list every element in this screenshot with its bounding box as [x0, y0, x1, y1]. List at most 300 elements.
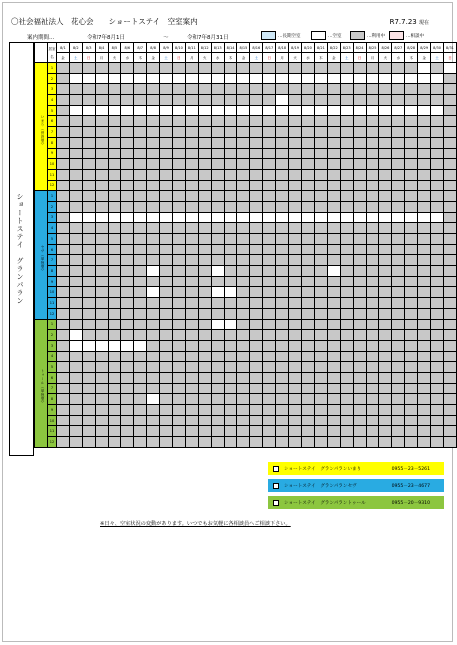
as-of-date	[390, 18, 429, 26]
section-label: セヴ（単独型）	[35, 191, 48, 319]
availability-cell	[69, 340, 82, 351]
availability-cell	[418, 201, 431, 212]
availability-cell	[69, 426, 82, 437]
availability-cell	[172, 308, 185, 319]
availability-cell	[405, 84, 418, 95]
availability-cell	[211, 63, 224, 74]
availability-cell	[443, 148, 456, 159]
availability-cell	[443, 426, 456, 437]
availability-cell	[147, 212, 160, 223]
availability-cell	[82, 105, 95, 116]
availability-cell	[392, 191, 405, 202]
availability-cell	[56, 127, 69, 138]
availability-cell	[172, 105, 185, 116]
availability-cell	[263, 148, 276, 159]
availability-cell	[327, 255, 340, 266]
availability-cell	[431, 415, 444, 426]
availability-cell	[418, 351, 431, 362]
availability-cell	[314, 266, 327, 277]
room-row	[35, 223, 457, 234]
availability-cell	[353, 340, 366, 351]
availability-cell	[237, 234, 250, 245]
availability-cell	[147, 415, 160, 426]
availability-cell	[237, 95, 250, 106]
availability-cell	[250, 319, 263, 330]
availability-cell	[237, 437, 250, 448]
availability-cell	[134, 63, 147, 74]
availability-cell	[353, 180, 366, 191]
availability-cell	[211, 330, 224, 341]
room-number: 7	[47, 127, 56, 138]
availability-cell	[237, 394, 250, 405]
availability-cell	[431, 287, 444, 298]
availability-cell	[418, 362, 431, 373]
legend-swatch	[389, 31, 404, 40]
availability-cell	[82, 372, 95, 383]
room-number: 4	[47, 223, 56, 234]
availability-cell	[198, 148, 211, 159]
availability-cell	[340, 266, 353, 277]
availability-cell	[366, 415, 379, 426]
availability-cell	[160, 169, 173, 180]
availability-cell	[250, 223, 263, 234]
availability-cell	[56, 394, 69, 405]
availability-cell	[121, 383, 134, 394]
availability-cell	[418, 116, 431, 127]
availability-cell	[443, 287, 456, 298]
availability-cell	[443, 415, 456, 426]
availability-cell	[392, 276, 405, 287]
availability-cell	[353, 148, 366, 159]
period-start: 令和7年8月1日	[87, 35, 125, 41]
availability-cell	[379, 426, 392, 437]
availability-cell	[353, 159, 366, 170]
availability-cell	[250, 340, 263, 351]
availability-cell	[327, 340, 340, 351]
availability-cell	[276, 191, 289, 202]
availability-cell	[237, 340, 250, 351]
availability-cell	[108, 105, 121, 116]
room-number: 1	[47, 63, 56, 74]
availability-cell	[147, 73, 160, 84]
availability-cell	[134, 308, 147, 319]
availability-cell	[302, 287, 315, 298]
availability-cell	[314, 73, 327, 84]
contact-bar	[268, 496, 444, 509]
availability-cell	[56, 276, 69, 287]
availability-cell	[121, 330, 134, 341]
availability-cell	[327, 298, 340, 309]
availability-cell	[405, 351, 418, 362]
availability-cell	[134, 405, 147, 416]
availability-cell	[327, 330, 340, 341]
availability-cell	[392, 383, 405, 394]
availability-cell	[224, 426, 237, 437]
room-row	[35, 234, 457, 245]
availability-cell	[211, 437, 224, 448]
availability-cell	[327, 351, 340, 362]
availability-cell	[82, 362, 95, 373]
availability-cell	[340, 84, 353, 95]
availability-cell	[69, 201, 82, 212]
availability-cell	[82, 383, 95, 394]
availability-cell	[405, 148, 418, 159]
availability-cell	[160, 415, 173, 426]
availability-cell	[431, 169, 444, 180]
room-number: 3	[47, 212, 56, 223]
availability-cell	[250, 255, 263, 266]
availability-cell	[185, 223, 198, 234]
availability-cell	[237, 201, 250, 212]
availability-cell	[211, 180, 224, 191]
date-cell: 8/14	[224, 43, 237, 53]
availability-cell	[263, 298, 276, 309]
availability-cell	[379, 73, 392, 84]
availability-cell	[211, 383, 224, 394]
availability-cell	[82, 148, 95, 159]
availability-cell	[263, 362, 276, 373]
availability-cell	[276, 169, 289, 180]
availability-cell	[160, 159, 173, 170]
availability-cell	[160, 223, 173, 234]
availability-cell	[160, 351, 173, 362]
availability-cell	[418, 244, 431, 255]
availability-cell	[379, 298, 392, 309]
availability-cell	[431, 298, 444, 309]
room-row	[35, 95, 457, 106]
availability-cell	[431, 426, 444, 437]
availability-cell	[263, 287, 276, 298]
availability-cell	[366, 372, 379, 383]
availability-cell	[134, 372, 147, 383]
availability-cell	[108, 116, 121, 127]
availability-cell	[302, 169, 315, 180]
availability-cell	[263, 340, 276, 351]
weekday-cell: 金	[418, 53, 431, 63]
availability-cell	[108, 63, 121, 74]
availability-cell	[82, 244, 95, 255]
availability-cell	[263, 95, 276, 106]
availability-cell	[237, 84, 250, 95]
availability-cell	[134, 351, 147, 362]
availability-cell	[405, 319, 418, 330]
availability-cell	[121, 191, 134, 202]
availability-cell	[82, 201, 95, 212]
availability-cell	[314, 437, 327, 448]
availability-cell	[418, 437, 431, 448]
availability-cell	[353, 105, 366, 116]
availability-cell	[289, 394, 302, 405]
availability-cell	[121, 426, 134, 437]
availability-cell	[69, 351, 82, 362]
availability-cell	[392, 169, 405, 180]
availability-cell	[392, 255, 405, 266]
date-cell: 8/6	[121, 43, 134, 53]
availability-cell	[56, 84, 69, 95]
availability-cell	[160, 394, 173, 405]
availability-cell	[263, 255, 276, 266]
availability-cell	[82, 180, 95, 191]
availability-cell	[302, 244, 315, 255]
availability-cell	[366, 405, 379, 416]
availability-cell	[121, 127, 134, 138]
availability-cell	[108, 180, 121, 191]
availability-cell	[250, 191, 263, 202]
availability-cell	[147, 266, 160, 277]
availability-cell	[327, 137, 340, 148]
availability-cell	[185, 212, 198, 223]
date-cell: 8/27	[392, 43, 405, 53]
availability-cell	[431, 234, 444, 245]
availability-cell	[392, 95, 405, 106]
availability-cell	[405, 73, 418, 84]
availability-cell	[69, 287, 82, 298]
availability-cell	[108, 330, 121, 341]
availability-cell	[134, 234, 147, 245]
availability-cell	[134, 319, 147, 330]
availability-cell	[224, 287, 237, 298]
availability-cell	[172, 159, 185, 170]
room-number: 10	[47, 415, 56, 426]
availability-cell	[392, 116, 405, 127]
availability-cell	[340, 308, 353, 319]
weekday-cell: 日	[172, 53, 185, 63]
availability-cell	[224, 405, 237, 416]
availability-cell	[237, 287, 250, 298]
availability-cell	[314, 169, 327, 180]
availability-cell	[418, 276, 431, 287]
availability-cell	[353, 191, 366, 202]
availability-cell	[108, 383, 121, 394]
availability-cell	[108, 148, 121, 159]
date-cell: 8/23	[340, 43, 353, 53]
room-row	[35, 266, 457, 277]
weekday-cell: 日	[353, 53, 366, 63]
availability-cell	[302, 308, 315, 319]
availability-cell	[353, 308, 366, 319]
availability-cell	[289, 63, 302, 74]
availability-cell	[211, 340, 224, 351]
availability-cell	[327, 244, 340, 255]
availability-cell	[327, 116, 340, 127]
availability-cell	[289, 362, 302, 373]
availability-cell	[379, 405, 392, 416]
legend-label: …相談中	[406, 33, 424, 39]
availability-cell	[108, 84, 121, 95]
availability-cell	[185, 73, 198, 84]
availability-cell	[147, 351, 160, 362]
availability-cell	[353, 266, 366, 277]
availability-cell	[134, 383, 147, 394]
room-row	[35, 298, 457, 309]
availability-cell	[134, 362, 147, 373]
availability-cell	[327, 308, 340, 319]
room-row	[35, 255, 457, 266]
availability-cell	[418, 340, 431, 351]
availability-cell	[82, 308, 95, 319]
room-number: 2	[47, 330, 56, 341]
availability-cell	[366, 298, 379, 309]
availability-cell	[172, 426, 185, 437]
availability-cell	[289, 287, 302, 298]
availability-cell	[95, 437, 108, 448]
availability-cell	[172, 405, 185, 416]
availability-cell	[121, 415, 134, 426]
weekday-cell: 日	[263, 53, 276, 63]
availability-cell	[431, 394, 444, 405]
room-number: 9	[47, 276, 56, 287]
availability-cell	[69, 180, 82, 191]
availability-cell	[443, 127, 456, 138]
availability-cell	[198, 372, 211, 383]
availability-cell	[392, 405, 405, 416]
availability-cell	[172, 340, 185, 351]
availability-cell	[82, 127, 95, 138]
availability-cell	[69, 169, 82, 180]
availability-cell	[314, 383, 327, 394]
availability-cell	[379, 255, 392, 266]
availability-cell	[302, 330, 315, 341]
availability-cell	[405, 223, 418, 234]
availability-cell	[302, 191, 315, 202]
availability-cell	[121, 159, 134, 170]
availability-cell	[289, 84, 302, 95]
availability-cell	[121, 95, 134, 106]
availability-cell	[353, 201, 366, 212]
date-cell: 8/21	[314, 43, 327, 53]
availability-cell	[289, 372, 302, 383]
page-title: 〇社会福祉法人 花心会 ショートステイ 空室案内	[11, 17, 198, 26]
availability-cell	[327, 287, 340, 298]
availability-cell	[431, 201, 444, 212]
availability-cell	[405, 394, 418, 405]
availability-cell	[379, 212, 392, 223]
availability-cell	[82, 223, 95, 234]
availability-cell	[379, 362, 392, 373]
availability-cell	[302, 180, 315, 191]
availability-cell	[302, 405, 315, 416]
availability-cell	[134, 148, 147, 159]
availability-cell	[302, 223, 315, 234]
availability-cell	[147, 394, 160, 405]
availability-cell	[224, 212, 237, 223]
availability-cell	[69, 319, 82, 330]
availability-cell	[172, 276, 185, 287]
availability-cell	[418, 255, 431, 266]
availability-cell	[443, 383, 456, 394]
availability-cell	[134, 84, 147, 95]
availability-cell	[95, 287, 108, 298]
availability-cell	[237, 127, 250, 138]
availability-cell	[211, 426, 224, 437]
availability-cell	[340, 276, 353, 287]
availability-cell	[95, 351, 108, 362]
availability-cell	[172, 362, 185, 373]
room-row	[35, 191, 457, 202]
availability-cell	[134, 255, 147, 266]
availability-cell	[302, 127, 315, 138]
date-cell: 8/20	[302, 43, 315, 53]
weekday-cell: 土	[431, 53, 444, 63]
availability-cell	[392, 319, 405, 330]
availability-cell	[418, 372, 431, 383]
availability-cell	[405, 137, 418, 148]
availability-cell	[340, 372, 353, 383]
room-row	[35, 362, 457, 373]
availability-cell	[353, 437, 366, 448]
availability-cell	[134, 340, 147, 351]
availability-cell	[121, 234, 134, 245]
availability-cell	[69, 308, 82, 319]
availability-cell	[211, 266, 224, 277]
availability-cell	[211, 319, 224, 330]
availability-cell	[302, 84, 315, 95]
availability-cell	[121, 223, 134, 234]
availability-cell	[198, 266, 211, 277]
availability-cell	[327, 415, 340, 426]
availability-cell	[237, 351, 250, 362]
availability-cell	[224, 394, 237, 405]
availability-cell	[82, 212, 95, 223]
availability-cell	[95, 212, 108, 223]
availability-cell	[172, 372, 185, 383]
room-row	[35, 437, 457, 448]
availability-cell	[198, 84, 211, 95]
availability-cell	[314, 212, 327, 223]
weekday-cell: 金	[327, 53, 340, 63]
availability-cell	[82, 340, 95, 351]
availability-cell	[327, 405, 340, 416]
availability-cell	[185, 287, 198, 298]
availability-cell	[443, 351, 456, 362]
availability-cell	[418, 159, 431, 170]
availability-cell	[69, 212, 82, 223]
room-row	[35, 287, 457, 298]
availability-cell	[302, 372, 315, 383]
availability-cell	[95, 73, 108, 84]
availability-cell	[147, 180, 160, 191]
availability-cell	[366, 95, 379, 106]
availability-cell	[276, 105, 289, 116]
availability-cell	[237, 405, 250, 416]
availability-cell	[276, 372, 289, 383]
availability-cell	[82, 255, 95, 266]
availability-cell	[250, 276, 263, 287]
availability-cell	[82, 437, 95, 448]
facility-label-box	[9, 42, 34, 456]
room-number: 7	[47, 383, 56, 394]
date-header-row	[35, 43, 457, 53]
availability-cell	[263, 351, 276, 362]
availability-cell	[198, 137, 211, 148]
availability-cell	[211, 415, 224, 426]
availability-cell	[69, 148, 82, 159]
room-number: 12	[47, 180, 56, 191]
availability-cell	[198, 63, 211, 74]
availability-cell	[224, 330, 237, 341]
availability-cell	[147, 95, 160, 106]
availability-cell	[69, 330, 82, 341]
availability-cell	[327, 201, 340, 212]
weekday-cell: 木	[224, 53, 237, 63]
availability-cell	[172, 116, 185, 127]
availability-cell	[160, 437, 173, 448]
availability-cell	[108, 95, 121, 106]
availability-cell	[276, 276, 289, 287]
availability-cell	[443, 298, 456, 309]
availability-cell	[224, 105, 237, 116]
availability-cell	[95, 63, 108, 74]
